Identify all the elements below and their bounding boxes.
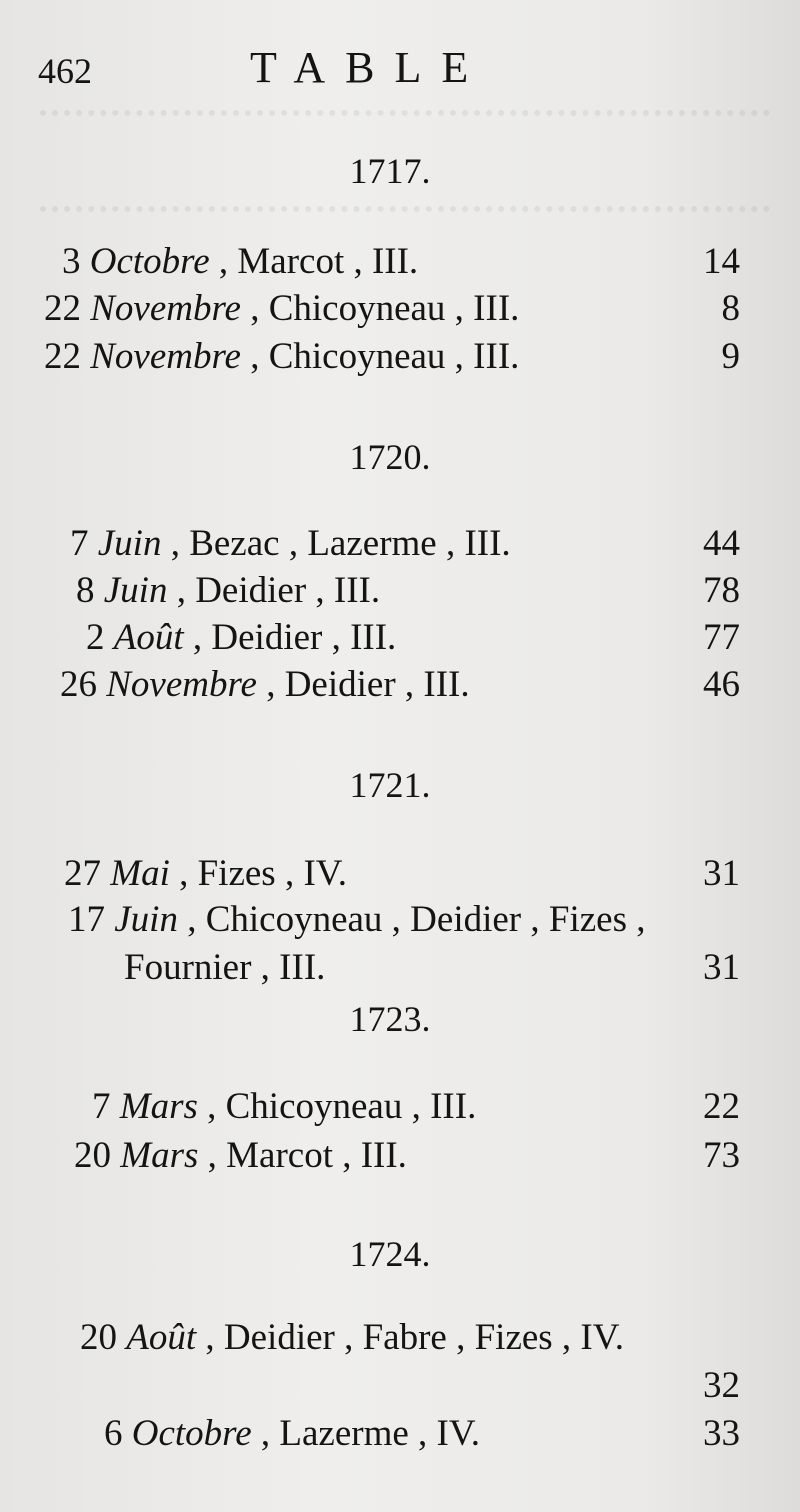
entry-names: Fournier , III.	[124, 947, 326, 988]
entry-page: 22	[703, 1086, 740, 1127]
entry-names: , Chicoyneau , III.	[250, 336, 520, 377]
entry-page: 78	[703, 570, 740, 611]
page-header	[0, 38, 800, 98]
table-entry	[0, 896, 800, 944]
entry-month: Octobre	[131, 1413, 252, 1454]
entry-day: 8	[76, 570, 95, 611]
entry-day: 22	[44, 336, 81, 377]
entry-names: , Marcot , III.	[207, 1135, 407, 1176]
entry-names: , Lazerme , IV.	[260, 1413, 481, 1454]
entry-names: , Bezac , Lazerme , III.	[170, 523, 511, 564]
entry-month: Juin	[103, 570, 168, 611]
entry-day: 7	[70, 523, 89, 564]
entry-names: , Deidier , III.	[192, 617, 397, 658]
entry-day: 26	[60, 664, 97, 705]
running-head: TABLE	[250, 43, 489, 92]
year-heading: 1724.	[349, 1234, 431, 1274]
entry-day: 20	[74, 1135, 111, 1176]
entry-month: Mars	[119, 1086, 198, 1127]
entry-page: 31	[703, 947, 740, 988]
entry-month: Juin	[114, 899, 178, 940]
entry-month: Novembre	[90, 336, 241, 377]
entry-day: 22	[44, 288, 81, 329]
table-entry	[0, 1410, 800, 1458]
entry-month: Juin	[97, 523, 162, 564]
entry-names: , Marcot , III.	[218, 241, 419, 282]
table-entry	[0, 614, 800, 662]
page-number: 462	[38, 51, 92, 91]
entry-month: Août	[113, 617, 184, 658]
entry-names: , Chicoyneau , III.	[207, 1086, 477, 1127]
entry-page: 9	[721, 336, 740, 377]
table-entry	[0, 333, 800, 381]
year-heading: 1720.	[349, 437, 431, 477]
table-entry	[0, 520, 800, 568]
table-entry	[0, 1314, 800, 1362]
year-heading: 1721.	[349, 765, 431, 805]
entry-month: Mai	[110, 853, 170, 894]
entry-day: 7	[92, 1086, 111, 1127]
entry-page: 33	[703, 1413, 740, 1454]
entry-month: Novembre	[106, 664, 257, 705]
entry-page: 44	[703, 523, 740, 564]
entry-names: , Deidier , III.	[266, 664, 470, 705]
entry-page: 77	[703, 617, 740, 658]
entry-day: 2	[86, 617, 105, 658]
entry-page: 8	[721, 288, 740, 329]
entry-day: 17	[68, 899, 105, 940]
entry-names: , Deidier , Fabre , Fizes , IV.	[205, 1317, 624, 1358]
table-entry	[0, 1083, 800, 1131]
entry-names: , Chicoyneau , III.	[250, 288, 520, 329]
year-heading: 1717.	[349, 151, 431, 191]
entry-page: 73	[703, 1135, 740, 1176]
entry-names: , Deidier , III.	[176, 570, 381, 611]
entry-month: Août	[126, 1317, 197, 1358]
table-entry	[0, 850, 800, 898]
entry-day: 20	[80, 1317, 117, 1358]
entry-page: 32	[703, 1365, 740, 1406]
table-entry	[0, 661, 800, 709]
entry-names: , Chicoyneau , Deidier , Fizes ,	[187, 899, 646, 940]
entry-page: 14	[703, 241, 740, 282]
entry-month: Novembre	[90, 288, 241, 329]
entry-day: 3	[62, 241, 81, 282]
entry-page: 46	[703, 664, 740, 705]
entry-day: 6	[104, 1413, 123, 1454]
year-heading: 1723.	[349, 999, 431, 1039]
entry-day: 27	[64, 853, 101, 894]
entry-month: Octobre	[89, 241, 210, 282]
table-entry	[0, 238, 800, 286]
entry-month: Mars	[120, 1135, 199, 1176]
table-entry	[0, 567, 800, 615]
table-entry	[0, 944, 800, 992]
table-entry	[0, 1132, 800, 1180]
table-entry	[0, 1362, 800, 1410]
entry-names: , Fizes , IV.	[179, 853, 347, 894]
entry-page: 31	[703, 853, 740, 894]
table-entry	[0, 285, 800, 333]
